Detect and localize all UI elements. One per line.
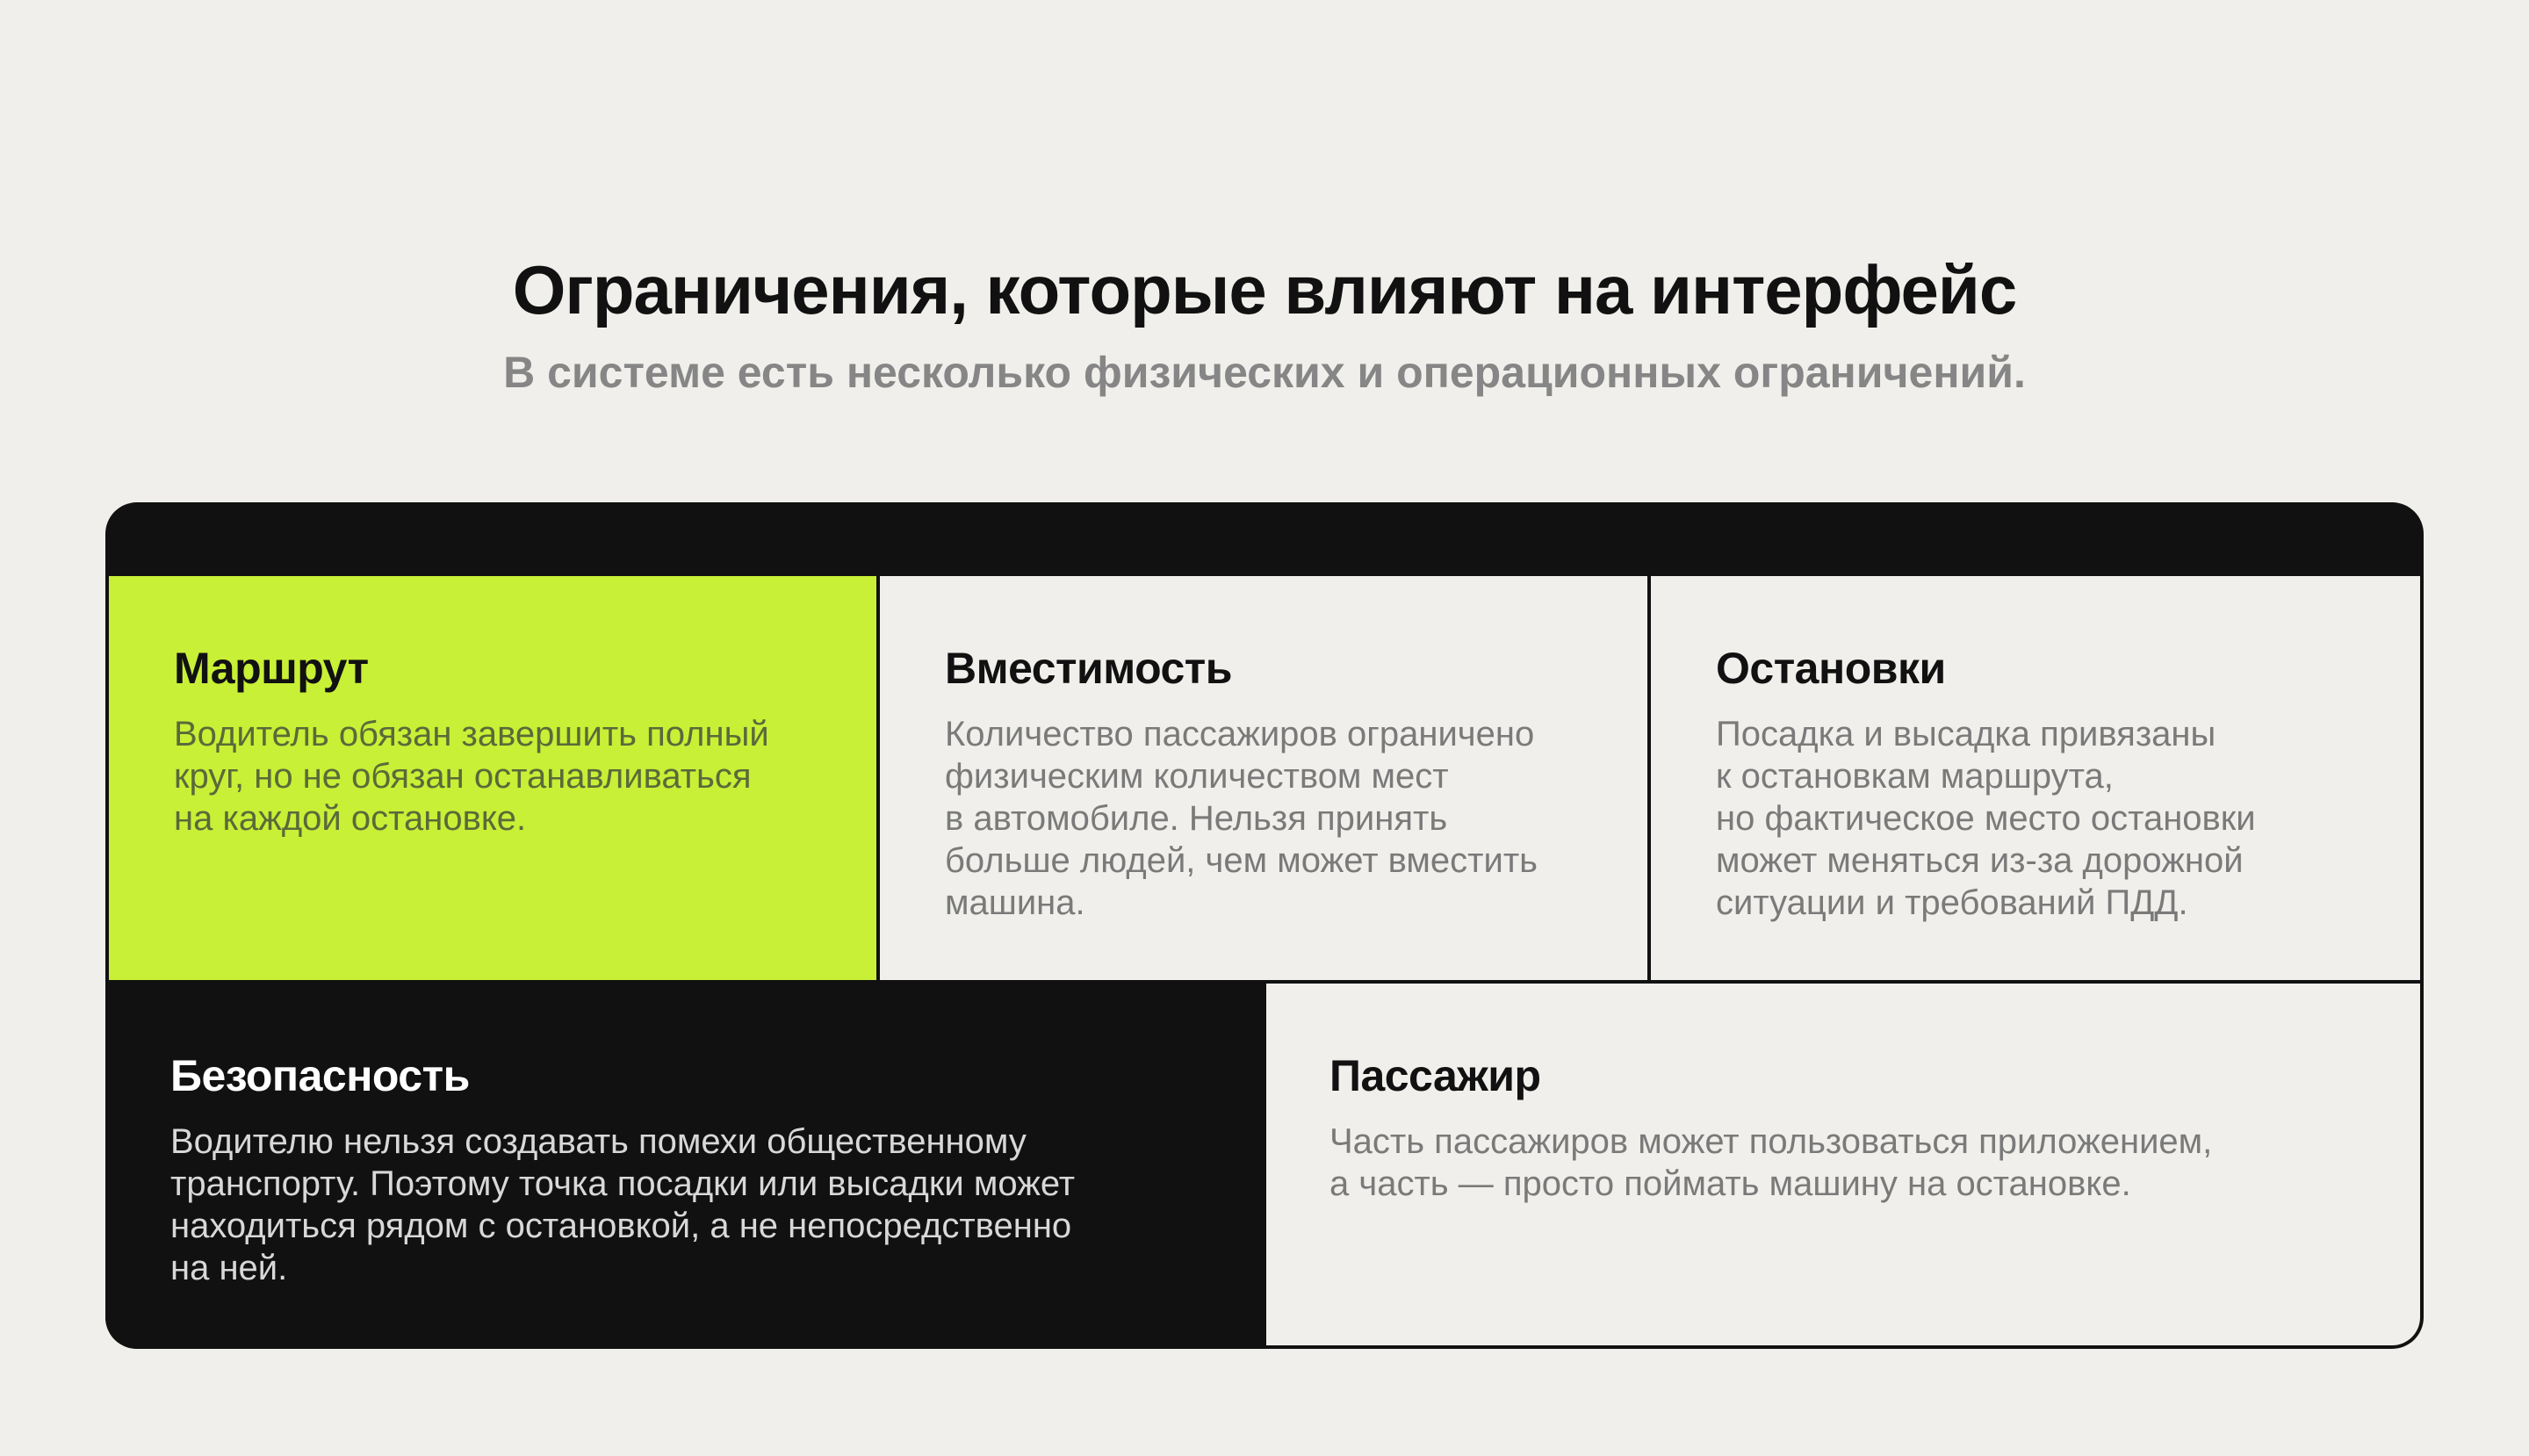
card-capacity-text: Количество пассажиров ограничено физическим количеством мест в автомобиле. Нельзя принять больше людей, чем может вместить машина.	[945, 715, 1538, 922]
card-passenger	[1266, 984, 2420, 1345]
page-header	[0, 241, 2529, 403]
page-title: Ограничения, которые влияют на интерфейс	[512, 251, 2017, 328]
card-capacity	[880, 576, 1647, 980]
card-safety	[105, 984, 1264, 1349]
card-passenger-title: Пассажир	[1329, 1051, 1541, 1100]
card-safety-title: Безопасность	[170, 1051, 470, 1100]
card-stops	[1651, 576, 2420, 980]
card-route	[109, 576, 876, 980]
constraints-board	[105, 502, 2424, 1349]
page-subtitle: В системе есть несколько физических и операционных ограничений.	[503, 348, 2026, 397]
card-route-title: Маршрут	[174, 644, 369, 693]
card-stops-title: Остановки	[1716, 644, 1946, 693]
card-capacity-title: Вместимость	[945, 644, 1233, 693]
card-route-text: Водитель обязан завершить полный круг, но не обязан останавливаться на каждой остановке.	[174, 715, 769, 838]
card-stops-text: Посадка и высадка привязаны к остановкам маршрута, но фактическое место остановки может меняться из-за дорожной ситуации и требований ПДД.	[1716, 715, 2256, 922]
card-passenger-text: Часть пассажиров может пользоваться приложением, а часть — просто поймать машину на остановке.	[1329, 1122, 2213, 1203]
card-safety-text: Водителю нельзя создавать помехи общественному транспорту. Поэтому точка посадки или высадки может находиться рядом с остановкой, а не непосредственно на ней.	[170, 1122, 1076, 1287]
